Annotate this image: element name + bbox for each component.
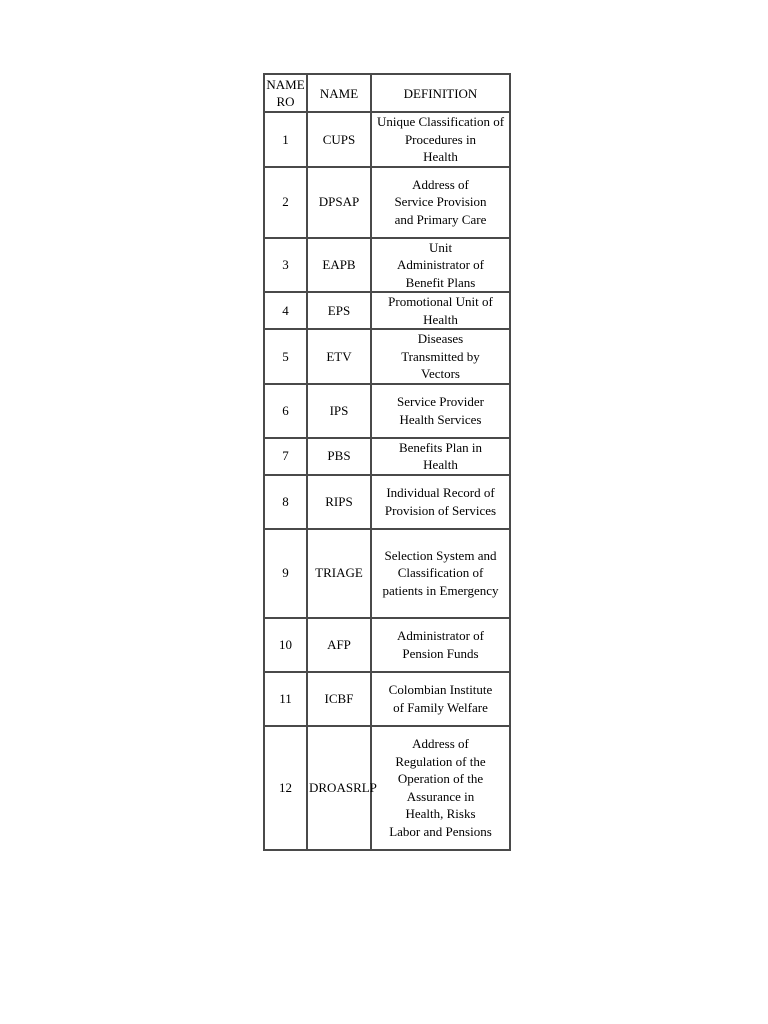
table-row	[264, 475, 510, 529]
row-definition: Unique Classification of Procedures in Health	[371, 112, 510, 167]
row-number: 4	[264, 292, 307, 329]
row-definition: Administrator of Pension Funds	[371, 618, 510, 672]
row-acronym: EAPB	[307, 238, 371, 293]
row-number: 12	[264, 726, 307, 850]
table-row	[264, 112, 510, 167]
table-row	[264, 238, 510, 293]
row-acronym: EPS	[307, 292, 371, 329]
row-acronym: PBS	[307, 438, 371, 475]
row-definition: Unit Administrator of Benefit Plans	[371, 238, 510, 293]
row-number: 7	[264, 438, 307, 475]
row-number: 2	[264, 167, 307, 238]
row-acronym: CUPS	[307, 112, 371, 167]
header-name: NAME	[307, 74, 371, 112]
table-row	[264, 529, 510, 618]
row-definition: Colombian Institute of Family Welfare	[371, 672, 510, 726]
row-acronym: ICBF	[307, 672, 371, 726]
row-number: 8	[264, 475, 307, 529]
acronym-table	[263, 73, 511, 851]
table-row	[264, 292, 510, 329]
row-acronym: DPSAP	[307, 167, 371, 238]
row-acronym: TRIAGE	[307, 529, 371, 618]
row-acronym: ETV	[307, 329, 371, 384]
row-definition: Selection System and Classification of patients in Emergency	[371, 529, 510, 618]
row-definition: Service Provider Health Services	[371, 384, 510, 438]
header-number: NAME RO	[264, 74, 307, 112]
row-number: 11	[264, 672, 307, 726]
row-definition: Diseases Transmitted by Vectors	[371, 329, 510, 384]
row-number: 1	[264, 112, 307, 167]
table-row	[264, 167, 510, 238]
row-acronym: RIPS	[307, 475, 371, 529]
row-number: 5	[264, 329, 307, 384]
row-acronym: DROASRLP	[307, 726, 371, 850]
row-number: 10	[264, 618, 307, 672]
header-definition: DEFINITION	[371, 74, 510, 112]
table-row	[264, 618, 510, 672]
row-number: 3	[264, 238, 307, 293]
row-definition: Address of Regulation of the Operation of the Assurance in Health, Risks Labor and Pensions	[371, 726, 510, 850]
table-row	[264, 438, 510, 475]
table-header-row	[264, 74, 510, 112]
table-row	[264, 672, 510, 726]
row-definition: Address of Service Provision and Primary Care	[371, 167, 510, 238]
row-definition: Promotional Unit of Health	[371, 292, 510, 329]
table-row	[264, 329, 510, 384]
row-definition: Individual Record of Provision of Services	[371, 475, 510, 529]
row-number: 6	[264, 384, 307, 438]
row-number: 9	[264, 529, 307, 618]
row-definition: Benefits Plan in Health	[371, 438, 510, 475]
row-acronym: IPS	[307, 384, 371, 438]
table-row	[264, 384, 510, 438]
row-acronym: AFP	[307, 618, 371, 672]
table-row	[264, 726, 510, 850]
